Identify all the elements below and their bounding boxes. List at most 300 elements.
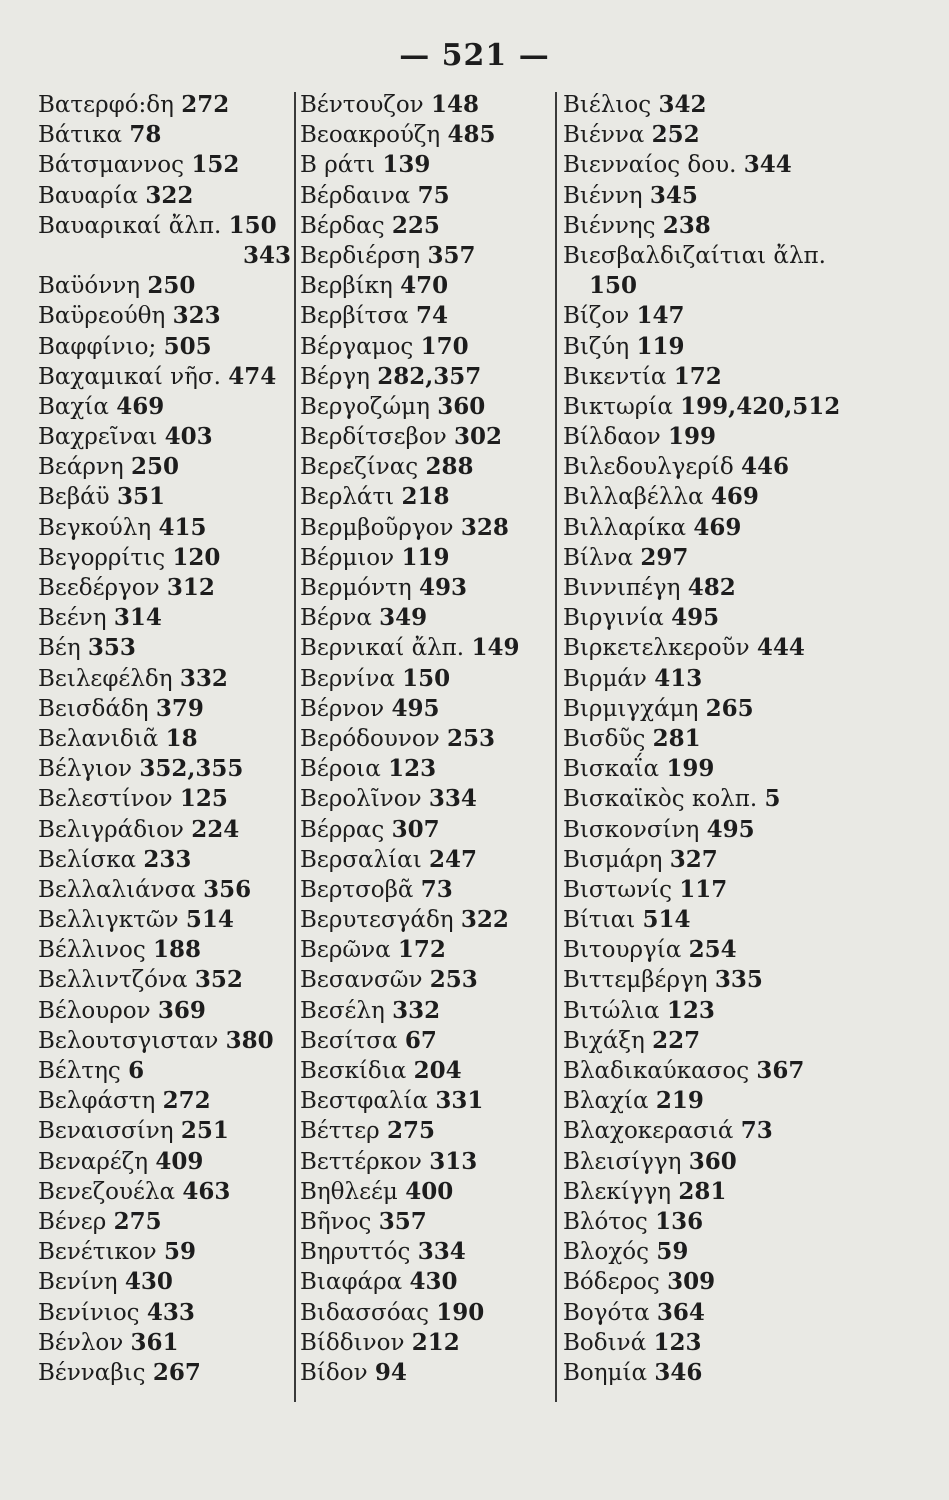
entry-page-ref: 357 [427,241,476,269]
entry-page-ref: 253 [447,724,496,752]
entry-term: Β ράτι [300,152,376,179]
entry-term: Βενέτικον [38,1239,157,1266]
index-entry [563,1267,833,1297]
index-entry [300,1267,552,1297]
entry-term: Βέη [38,635,81,662]
entry-term: Βόδερος [563,1269,660,1296]
entry-term: Βελλιγκτῶν [38,907,179,934]
entry-term: Βερβίκη [300,273,393,300]
index-entry [300,1207,552,1237]
entry-page-ref: 430 [124,1268,173,1296]
entry-page-ref: 136 [655,1207,704,1235]
index-entry [38,452,293,482]
entry-page-ref: 123 [388,755,437,783]
entry-page-ref: 212 [411,1328,460,1356]
index-entry [38,1147,293,1177]
entry-page-ref: 495 [706,815,755,843]
index-entry [563,935,833,965]
entry-term: Βλαχία [563,1088,649,1115]
entry-term: Βαϋόννη [38,273,141,300]
index-entry [563,573,833,603]
entry-page-ref: 495 [671,604,720,632]
entry-page-ref: 227 [652,1026,701,1054]
entry-page-ref: 225 [391,211,440,239]
entry-page-ref: 18 [165,724,198,752]
entry-term: Βεργοζώμη [300,393,430,420]
index-entry [38,724,293,754]
index-entry [563,150,833,180]
entry-term: Βιαφάρα [300,1269,403,1296]
entry-page-ref: 147 [636,302,685,330]
entry-term: Βιέννη [563,182,643,209]
entry-page-ref: 444 [756,634,805,662]
index-entry [563,392,841,422]
index-entry [38,603,293,633]
index-entry [563,1026,833,1056]
entry-page-ref: 380 [225,1026,274,1054]
entry-term: Βλεκίγγη [563,1178,672,1205]
index-entry [563,301,833,331]
entry-page-ref: 361 [130,1328,179,1356]
entry-term: Βιεσβαλδιζαίτιαι ἄλπ. [563,242,826,269]
entry-page-ref: 224 [191,815,240,843]
entry-page-ref: 250 [130,453,179,481]
entry-page-ref: 446 [741,453,790,481]
index-entry [300,301,552,331]
entry-term: Βιχάξη [563,1027,645,1054]
entry-term: Βελφάστη [38,1088,156,1115]
entry-term: Βεάρνη [38,454,124,481]
index-entry [300,603,552,633]
entry-page-ref: 469 [116,392,165,420]
index-entry [563,1207,833,1237]
entry-page-ref: 360 [688,1147,737,1175]
entry-term: Βηρυττός [300,1239,411,1266]
entry-page-ref: 433 [146,1298,195,1326]
entry-term: Βάτικα [38,122,123,149]
index-entry [300,1237,552,1267]
index-entry [300,241,552,271]
entry-page-ref: 67 [404,1026,437,1054]
entry-page-ref: 415 [158,513,207,541]
entry-term: Βεσίτσα [300,1027,398,1054]
index-entry [563,1056,833,1086]
index-entry [38,1116,293,1146]
entry-page-ref: 120 [172,543,221,571]
entry-term: Βελλαλιάνσα [38,876,196,903]
index-entry [300,935,552,965]
index-entry [300,392,552,422]
entry-term: Βεσανσῶν [300,967,423,994]
entry-term: Βερδίτσεβον [300,424,447,451]
entry-page-ref: 123 [666,996,715,1024]
index-entry [563,362,833,392]
entry-term: Βαχρεῖναι [38,424,158,451]
entry-page-ref: 322 [460,906,509,934]
index-entry [300,784,552,814]
index-entry [38,905,293,935]
entry-term: Βιέλιος [563,92,652,118]
entry-page-ref: 369 [157,996,206,1024]
index-entry [563,875,833,905]
index-entry [563,271,833,301]
entry-term: Βερβίτσα [300,303,409,330]
entry-term: Βεσκίδια [300,1058,407,1084]
entry-page-ref: 170 [420,332,469,360]
index-entry [300,754,552,784]
index-entry [300,150,552,180]
entry-page-ref: 199,420,512 [680,392,841,420]
entry-page-ref: 238 [662,211,711,239]
index-entry [38,362,293,392]
index-entry [300,1328,552,1358]
entry-page-ref: 5 [764,785,781,813]
entry-page-ref: 344 [743,151,792,179]
entry-term: Βένναβις [38,1359,146,1386]
entry-term: Βισκονσίνη [563,816,700,843]
entry-term: Βατερφό:δη [38,92,174,118]
entry-term: Βερσαλίαι [300,846,422,873]
entry-page-ref: 332 [392,996,441,1024]
entry-term: Βεεδέργον [38,575,160,601]
index-entry [300,905,552,935]
index-entry [300,482,552,512]
index-entry [38,935,293,965]
entry-page-ref: 328 [460,513,509,541]
index-entry [38,694,293,724]
entry-term: Βέλτης [38,1058,121,1084]
entry-page-ref: 307 [391,815,440,843]
index-entry [563,815,833,845]
entry-term: Βερλάτι [300,484,395,511]
entry-page-ref: 254 [688,936,737,964]
entry-page-ref: 251 [180,1117,229,1145]
index-entry [300,120,552,150]
entry-page-ref: 218 [401,483,450,511]
entry-page-ref: 94 [374,1358,407,1386]
entry-term: Βιέννης [563,212,656,239]
entry-page-ref: 172 [673,362,722,390]
entry-term: Βέλλινος [38,937,146,964]
entry-term: Βισδῦς [563,725,646,752]
entry-page-ref: 253 [429,966,478,994]
index-entry [300,1056,552,1086]
entry-term: Βελιγράδιον [38,816,184,843]
index-entry [300,1177,552,1207]
entry-term: Βαυαρία [38,182,139,209]
entry-page-ref: 199 [666,755,715,783]
entry-term: Βένλον [38,1329,124,1356]
entry-term: Βερμόντη [300,575,412,601]
entry-page-ref: 149 [471,634,520,662]
entry-term: Βερόδουνον [300,725,440,752]
index-entry [300,362,552,392]
entry-page-ref: 360 [437,392,486,420]
entry-term: Βισκαΐα [563,756,660,783]
entry-page-ref: 514 [642,906,691,934]
index-entry [300,181,552,211]
index-entry [38,271,293,301]
entry-page-ref: 351 [116,483,165,511]
entry-term: Βαφφίνιο; [38,333,157,360]
entry-page-ref: 199 [668,423,717,451]
entry-term: Βέροια [300,756,381,783]
entry-term: Βερολῖνον [300,786,422,813]
index-entry [563,905,833,935]
entry-page-ref: 172 [397,936,446,964]
index-entry [38,1298,293,1328]
index-entry [563,603,833,633]
index-entry [38,241,293,271]
entry-page-ref: 474 [228,362,277,390]
entry-term: Βέλουρον [38,997,151,1024]
entry-page-ref: 357 [378,1207,427,1235]
entry-term: Βεένη [38,605,107,632]
entry-page-ref: 485 [447,121,496,149]
index-entry [563,1147,833,1177]
entry-term: Βῆνος [300,1208,372,1235]
entry-term: Βίλνα [563,544,634,571]
entry-page-ref: 265 [705,694,754,722]
entry-term: Βοδινά [563,1329,647,1356]
entry-term: Βιτουργία [563,937,682,964]
entry-term: Βερτσοβᾶ [300,876,414,903]
index-entry [563,633,833,663]
index-entry [300,422,552,452]
index-entry [563,211,833,241]
entry-term: Βέργαμος [300,333,414,360]
index-entry [563,422,833,452]
entry-page-ref: 6 [128,1057,145,1084]
entry-page-ref: 152 [191,151,240,179]
entry-term: Βένερ [38,1208,107,1235]
entry-term: Βερμβοῦργον [300,514,454,541]
entry-page-ref: 252 [651,121,700,149]
entry-term: Βεγορρίτις [38,544,166,571]
entry-page-ref: 190 [436,1298,485,1326]
entry-page-ref: 345 [649,181,698,209]
entry-term: Βελουτσγισταν [38,1027,219,1054]
index-entry [300,1086,552,1116]
entry-page-ref: 493 [418,574,467,601]
entry-term: Βιρκετελκεροῦν [563,635,750,662]
index-entry [38,1086,293,1116]
entry-page-ref: 272 [162,1087,211,1115]
index-entry [300,452,552,482]
entry-page-ref: 469 [693,513,742,541]
entry-page-ref: 272 [181,91,230,118]
entry-page-ref: 247 [429,845,478,873]
entry-term: Βηθλεέμ [300,1178,398,1205]
entry-term: Βλοχός [563,1239,649,1266]
entry-page-ref: 352,355 [139,755,244,783]
entry-term: Βλότος [563,1208,648,1235]
entry-term: Βιττεμβέργη [563,967,708,994]
entry-page-ref: 312 [166,574,215,601]
entry-term: Βειλεφέλδη [38,665,173,692]
entry-term: Βιστωνίς [563,876,672,903]
entry-term: Βιέννα [563,122,645,149]
entry-page-ref: 150 [228,211,277,239]
column-divider [294,92,296,1402]
entry-page-ref: 352 [194,966,243,994]
entry-term: Βίδον [300,1359,368,1386]
entry-term: Βεσέλη [300,997,385,1024]
index-entry [563,332,833,362]
index-entry [563,754,833,784]
column-divider [555,92,557,1402]
entry-term: Βερεζίνας [300,454,419,481]
entry-page-ref: 346 [654,1358,703,1386]
index-entry [300,633,552,663]
entry-term: Βέρρας [300,816,385,843]
index-entry [300,1298,552,1328]
entry-term: Βεττέρκον [300,1148,422,1175]
entry-term: Βερῶνα [300,937,391,964]
entry-page-ref: 335 [714,966,763,994]
entry-term: Βέρνον [300,695,385,722]
entry-term: Βερδιέρση [300,242,421,269]
entry-term: Βίτιαι [563,907,636,934]
entry-page-ref: 125 [179,785,228,813]
index-entry [563,513,833,543]
index-entry [563,1086,833,1116]
entry-term: Βεισδάδη [38,695,149,722]
index-entry [300,543,552,573]
index-entry [38,1237,293,1267]
entry-term: Βάτσμαννος [38,152,185,179]
entry-term: Βικτωρία [563,393,673,420]
index-entry [300,875,552,905]
entry-page-ref: 505 [163,332,212,360]
entry-term: Βέρδαινα [300,182,411,209]
entry-term: Βεγκούλη [38,514,152,541]
entry-page-ref: 275 [387,1117,436,1145]
entry-term: Βερνικαί ἄλπ. [300,635,465,662]
index-entry [38,1026,293,1056]
entry-page-ref: 148 [430,91,479,118]
entry-page-ref: 281 [678,1177,727,1205]
entry-term: Βεοακρούζη [300,122,441,149]
index-entry [563,120,833,150]
entry-page-ref: 342 [658,91,707,118]
entry-term: Βέργη [300,363,370,390]
entry-term: Βελλιντζόνα [38,967,188,994]
entry-page-ref: 327 [669,845,718,873]
entry-page-ref: 78 [129,121,162,149]
entry-term: Βέρνα [300,605,372,632]
index-entry [563,90,833,120]
index-entry [38,120,293,150]
index-entry [300,694,552,724]
entry-term: Βερνίνα [300,665,395,692]
index-entry [300,724,552,754]
index-entry [300,1026,552,1056]
index-entry [38,664,293,694]
index-entry [563,241,833,271]
index-entry [38,332,293,362]
entry-term: Βαχαμικαί νῆσ. [38,363,221,390]
index-entry [300,332,552,362]
index-entry [300,664,552,694]
index-entry [563,1298,833,1328]
entry-page-ref: 150 [589,272,638,300]
entry-term: Βεστφαλία [300,1088,429,1115]
entry-page-ref: 332 [179,664,228,692]
index-entry [563,694,833,724]
index-entry [38,482,293,512]
index-column-2 [300,90,552,1388]
entry-page-ref: 322 [145,181,194,209]
entry-term: Βίδδινον [300,1329,405,1356]
entry-page-ref: 275 [113,1207,162,1235]
entry-page-ref: 139 [382,151,431,179]
entry-term: Βιτώλια [563,997,660,1024]
index-entry [300,996,552,1026]
entry-term: Βοημία [563,1359,648,1386]
entry-term: Βέρδας [300,212,385,239]
index-entry [563,1237,833,1267]
index-entry [563,1328,833,1358]
entry-page-ref: 123 [653,1328,702,1356]
entry-page-ref: 343 [243,241,292,269]
entry-term: Βελίσκα [38,846,137,873]
index-entry [300,845,552,875]
entry-term: Βιλλαβέλλα [563,484,704,511]
index-entry [300,815,552,845]
entry-page-ref: 379 [155,694,204,722]
index-entry [38,301,293,331]
index-entry [38,754,293,784]
index-entry [563,543,833,573]
index-entry [563,724,833,754]
index-entry [38,90,293,120]
entry-page-ref: 219 [655,1087,704,1115]
index-entry [563,845,833,875]
entry-term: Βενίνιος [38,1299,140,1326]
entry-page-ref: 364 [656,1298,705,1326]
entry-page-ref: 281 [652,724,701,752]
entry-term: Βέρμιον [300,544,395,571]
entry-term: Βαχία [38,393,109,420]
index-entry [38,513,293,543]
entry-term: Βελεστίνον [38,786,173,813]
index-entry [563,1177,833,1207]
entry-term: Βαϋρεούθη [38,303,166,330]
index-entry [563,452,833,482]
index-entry [300,573,552,603]
entry-term: Βενεζουέλα [38,1178,176,1205]
entry-page-ref: 117 [679,875,728,903]
entry-term: Βιλεδουλγερίδ [563,454,734,481]
index-entry [38,1328,293,1358]
entry-term: Βίλδαον [563,424,661,451]
index-entry [300,513,552,543]
entry-page-ref: 334 [428,785,477,813]
index-entry [563,181,833,211]
entry-term: Βεβάϋ [38,484,110,511]
entry-page-ref: 150 [402,664,451,692]
entry-page-ref: 309 [667,1268,716,1296]
entry-page-ref: 469 [710,483,759,511]
entry-page-ref: 302 [453,423,502,451]
index-entry [38,150,293,180]
index-entry [38,845,293,875]
index-entry [563,1116,833,1146]
index-entry [563,965,833,995]
index-entry [38,211,293,241]
entry-term: Βίζον [563,303,630,330]
